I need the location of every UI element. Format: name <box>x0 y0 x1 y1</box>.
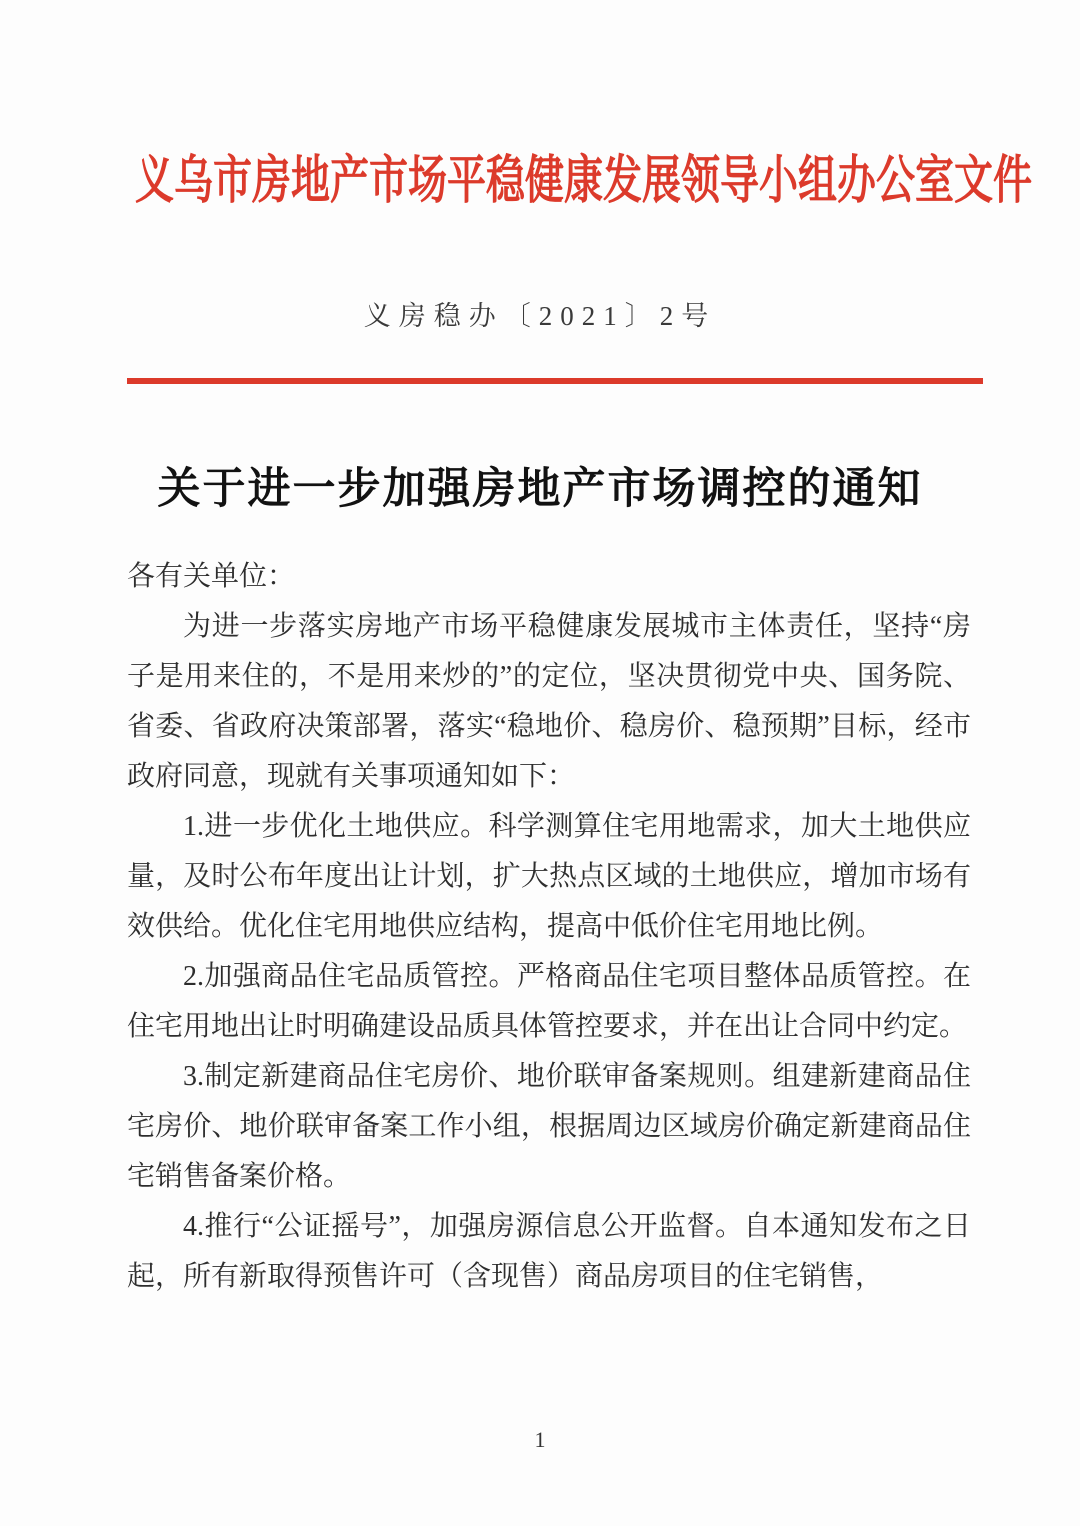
red-header-title: 义乌市房地产市场平稳健康发展领导小组办公室文件 <box>135 152 1033 210</box>
page-number: 1 <box>534 1427 546 1452</box>
body-paragraph: 3.制定新建商品住宅房价、地价联审备案规则。组建新建商品住宅房价、地价联审备案工作小组，根据周边区域房价确定新建商品住宅销售备案价格。 <box>127 1061 971 1192</box>
document-number: 义房稳办〔2021〕2号 <box>363 301 717 331</box>
notice-body <box>127 552 971 1302</box>
red-divider-rule <box>127 378 983 384</box>
body-paragraph: 为进一步落实房地产市场平稳健康发展城市主体责任，坚持“房子是用来住的，不是用来炒的”的定位，坚决贯彻党中央、国务院、省委、省政府决策部署，落实“稳地价、稳房价、稳预期”目标，经市政府同意，现就有关事项通知如下： <box>127 611 971 792</box>
body-paragraph: 4.推行“公证摇号”，加强房源信息公开监督。自本通知发布之日起，所有新取得预售许可（含现售）商品房项目的住宅销售， <box>127 1211 971 1292</box>
body-paragraphs <box>127 602 971 1302</box>
body-paragraph: 2.加强商品住宅品质管控。严格商品住宅项目整体品质管控。在住宅用地出让时明确建设品质具体管控要求，并在出让合同中约定。 <box>127 961 971 1042</box>
notice-title: 关于进一步加强房地产市场调控的通知 <box>157 466 923 513</box>
body-paragraph: 1.进一步优化土地供应。科学测算住宅用地需求，加大土地供应量，及时公布年度出让计划，扩大热点区域的土地供应，增加市场有效供给。优化住宅用地供应结构，提高中低价住宅用地比例。 <box>127 811 971 942</box>
salutation: 各有关单位： <box>127 561 296 592</box>
